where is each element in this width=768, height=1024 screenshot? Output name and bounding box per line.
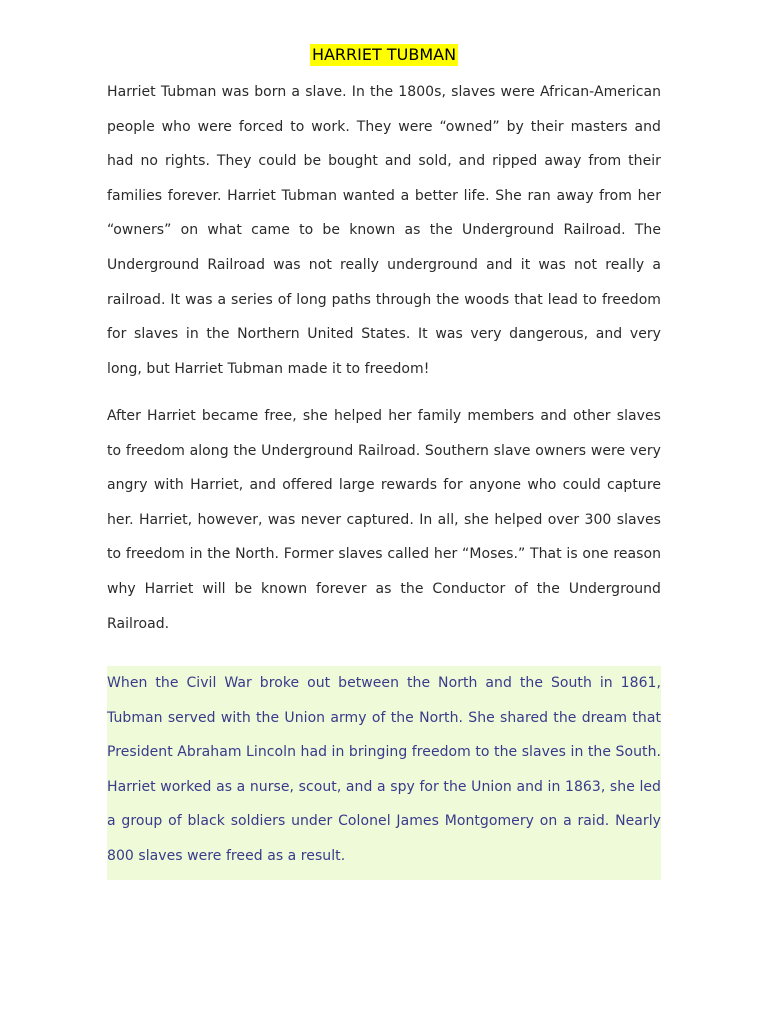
title-container — [0, 44, 768, 66]
document-title: HARRIET TUBMAN — [311, 45, 457, 64]
paragraph-civil-war-highlighted: When the Civil War broke out between the North and the South in 1861, Tubman served with the Union army of the North. She shared the dream that President Abraham Lincoln had in bringing freedom to the slaves in the South. Harriet worked as a nurse, scout, and a spy for the Union and in 1863, she led a group of black soldiers under Colonel James Montgomery on a raid. Nearly 800 slaves were freed as a result. — [107, 666, 661, 880]
paragraph-underground-railroad: After Harriet became free, she helped her family members and other slaves to freedom along the Underground Railroad. Southern slave owners were very angry with Harriet, and offered large rewards for anyone who could capture her. Harriet, however, was never captured. In all, she helped over 300 slaves to freedom in the North. Former slaves called her “Moses.” That is one reason why Harriet will be known forever as the Conductor of the Underground Railroad. — [107, 408, 661, 632]
paragraph-early-life: Harriet Tubman was born a slave. In the 1800s, slaves were African-American people who were forced to work. They were “owned” by their masters and had no rights. They could be bought and sold, and ripped away from their families forever. Harriet Tubman wanted a better life. She ran away from her “owners” on what came to be known as the Underground Railroad. The Underground Railroad was not really underground and it was not really a railroad. It was a series of long paths through the woods that lead to freedom for slaves in the Northern United States. It was very dangerous, and very long, but Harriet Tubman made it to freedom! — [107, 84, 661, 377]
